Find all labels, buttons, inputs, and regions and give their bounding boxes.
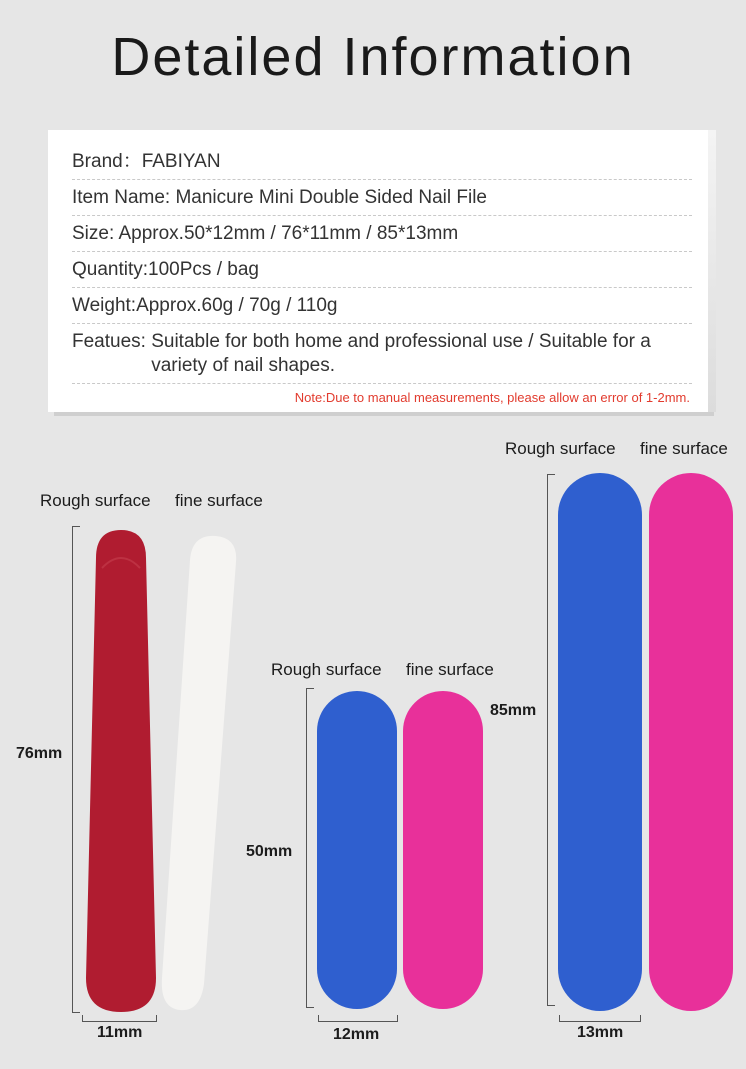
blue-nail-file-icon: [557, 472, 643, 1012]
size-text: Size: Approx.50*12mm / 76*11mm / 85*13mm: [72, 223, 459, 244]
quantity-row: [72, 258, 692, 288]
size-row: [72, 222, 692, 252]
fine-surface-label: fine surface: [406, 660, 494, 679]
length-label: 85mm: [490, 702, 537, 719]
fine-surface-label: fine surface: [175, 491, 263, 510]
page-title: Detailed Information: [111, 27, 635, 87]
brand-row: [72, 150, 692, 180]
pink-nail-file-icon: [402, 690, 484, 1010]
length-bracket: [547, 474, 555, 1006]
width-label: 13mm: [577, 1024, 624, 1041]
rough-surface-label: Rough surface: [505, 439, 616, 458]
weight-text: Weight:Approx.60g / 70g / 110g: [72, 295, 338, 316]
white-nail-file-icon: [160, 532, 240, 1014]
item-name-text: Item Name: Manicure Mini Double Sided Nail File: [72, 187, 487, 208]
features-label: Featues:: [72, 331, 152, 352]
rough-surface-label: Rough surface: [40, 491, 151, 510]
width-label: 11mm: [97, 1024, 143, 1041]
length-bracket: [306, 688, 314, 1008]
width-bracket: [559, 1015, 641, 1022]
width-bracket: [318, 1015, 398, 1022]
blue-nail-file-icon: [316, 690, 398, 1010]
rough-surface-label: Rough surface: [271, 660, 382, 679]
width-label: 12mm: [333, 1026, 380, 1043]
length-bracket: [72, 526, 80, 1013]
quantity-text: Quantity:100Pcs / bag: [72, 259, 259, 280]
fine-surface-label: fine surface: [640, 439, 728, 458]
length-label: 76mm: [16, 745, 63, 762]
brand-text: Brand：FABIYAN: [72, 151, 221, 172]
info-card: [48, 130, 708, 412]
red-nail-file-icon: [84, 528, 158, 1014]
pink-nail-file-icon: [648, 472, 734, 1012]
length-label: 50mm: [246, 843, 293, 860]
item-name-row: [72, 186, 692, 216]
weight-row: [72, 294, 692, 324]
features-row: [72, 330, 692, 384]
features-text: Suitable for both home and professional use / Suitable for a variety of nail shapes.: [151, 331, 651, 376]
measurement-note: Note:Due to manual measurements, please allow an error of 1-2mm.: [294, 390, 690, 405]
width-bracket: [82, 1015, 157, 1022]
